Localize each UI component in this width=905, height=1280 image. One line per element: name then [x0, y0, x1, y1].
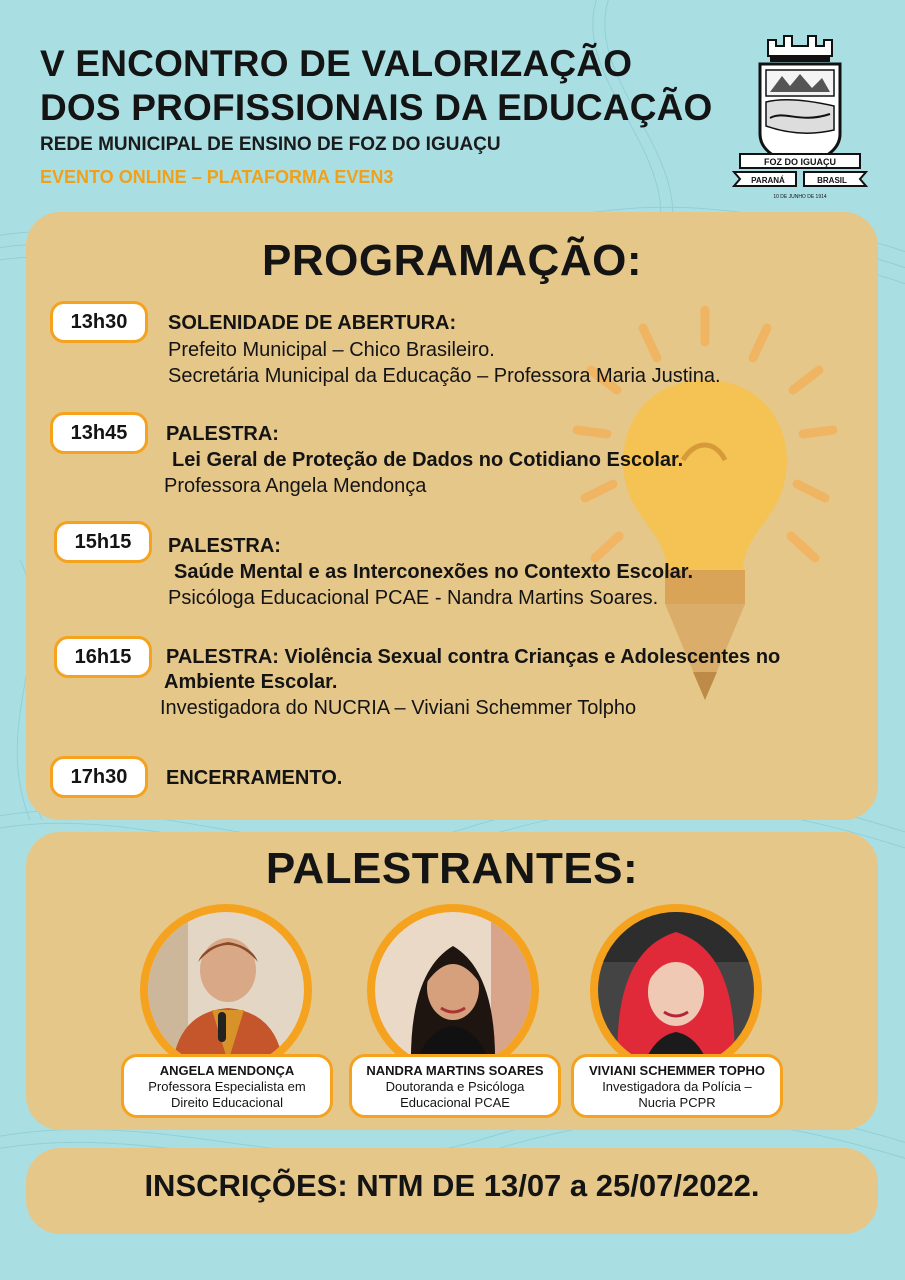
inscricoes-panel	[26, 1148, 878, 1234]
speaker-photo-frame	[590, 904, 762, 1076]
schedule-item-speaker: Investigadora do NUCRIA – Viviani Schemmer Tolpho	[160, 697, 637, 719]
schedule-item-speaker: Psicóloga Educacional PCAE - Nandra Martins Soares.	[168, 587, 659, 609]
event-title-line2: DOS PROFISSIONAIS DA EDUCAÇÃO	[40, 87, 713, 128]
speaker-card	[349, 1054, 561, 1118]
schedule-item-talk-title: Saúde Mental e as Interconexões no Contexto Escolar.	[174, 561, 694, 583]
time-badge: 13h45	[50, 412, 148, 454]
schedule-item-speaker: Professora Angela Mendonça	[164, 475, 427, 497]
event-subtitle: REDE MUNICIPAL DE ENSINO DE FOZ DO IGUAÇU	[40, 134, 501, 155]
speaker-role: Professora Especialista em	[148, 1079, 306, 1094]
speaker-photo-frame	[367, 904, 539, 1076]
schedule-item-heading: ENCERRAMENTO.	[166, 767, 343, 789]
time-badge: 15h15	[54, 521, 152, 563]
speaker-name: VIVIANI SCHEMMER TOPHO	[588, 1063, 765, 1078]
programacao-title: PROGRAMAÇÃO:	[262, 236, 642, 285]
speaker-photo-frame	[140, 904, 312, 1076]
event-title	[40, 42, 713, 130]
schedule-item-heading: PALESTRA:	[168, 535, 281, 557]
schedule-item-heading: SOLENIDADE DE ABERTURA:	[168, 312, 457, 334]
inscricoes-text: INSCRIÇÕES: NTM DE 13/07 a 25/07/2022.	[144, 1168, 760, 1203]
schedule-item-heading: PALESTRA: Violência Sexual contra Crianças e Adolescentes no	[166, 646, 781, 668]
speaker-name: NANDRA MARTINS SOARES	[366, 1063, 544, 1078]
speaker-role: Educacional PCAE	[400, 1095, 510, 1110]
crest-city: FOZ DO IGUAÇU	[764, 157, 836, 167]
speaker-role: Doutoranda e Psicóloga	[385, 1079, 525, 1094]
schedule-item-detail: Prefeito Municipal – Chico Brasileiro.	[168, 339, 495, 361]
speaker-card	[571, 1054, 783, 1118]
palestrantes-title: PALESTRANTES:	[265, 844, 639, 893]
city-coat-of-arms-icon	[730, 26, 870, 206]
speaker-role: Nucria PCPR	[638, 1095, 716, 1110]
crest-date: 10 DE JUNHO DE 1914	[773, 194, 827, 200]
speaker-photo	[598, 912, 754, 1068]
time-badge: 17h30	[50, 756, 148, 798]
crest-state: PARANÁ	[751, 176, 785, 185]
speaker-photo	[148, 912, 304, 1068]
schedule-item-talk-title: Ambiente Escolar.	[164, 671, 338, 693]
event-online-platform: EVENTO ONLINE – PLATAFORMA EVEN3	[40, 167, 394, 187]
speaker-role: Investigadora da Polícia –	[602, 1079, 752, 1094]
time-badge: 13h30	[50, 301, 148, 343]
crest-country: BRASIL	[817, 176, 847, 185]
event-title-line1: V ENCONTRO DE VALORIZAÇÃO	[40, 43, 633, 84]
schedule-item-detail: Secretária Municipal da Educação – Professora Maria Justina.	[168, 365, 721, 387]
time-badge: 16h15	[54, 636, 152, 678]
schedule-item-heading: PALESTRA:	[166, 423, 279, 445]
speaker-name: ANGELA MENDONÇA	[159, 1063, 295, 1078]
speaker-role: Direito Educacional	[170, 1095, 283, 1110]
speaker-photo	[375, 912, 531, 1068]
schedule-item-talk-title: Lei Geral de Proteção de Dados no Cotidiano Escolar.	[172, 449, 684, 471]
speaker-card	[121, 1054, 333, 1118]
